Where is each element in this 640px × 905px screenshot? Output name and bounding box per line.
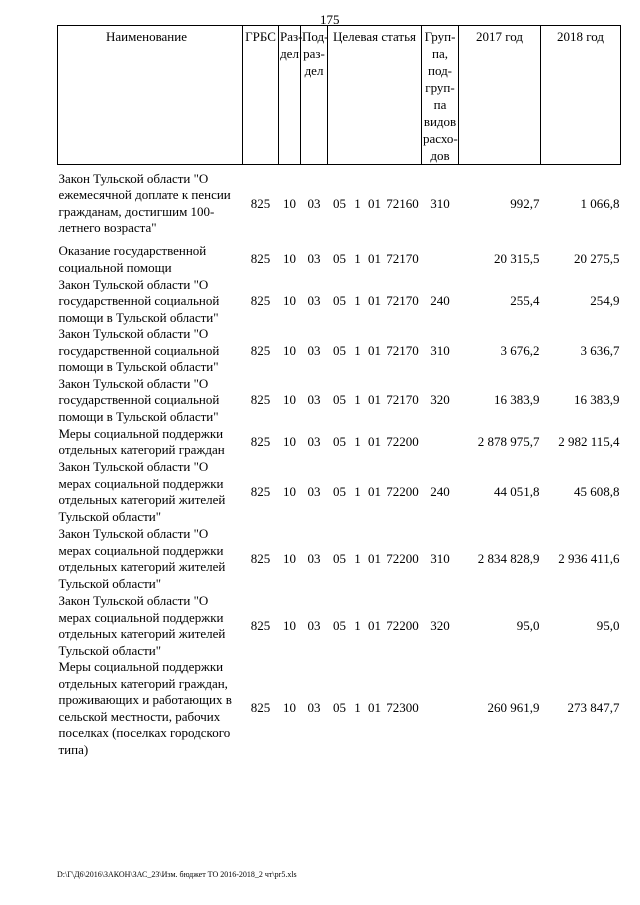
target-part-t1: 05 (333, 483, 346, 499)
row-2018: 3 636,7 (580, 342, 620, 358)
target-part-t1: 05 (333, 700, 346, 716)
row-name: Закон Тульской области "О мерах социальной поддержки отдельных категорий жителей Тульской области" (58, 459, 226, 524)
row-razdel: 10 (283, 392, 296, 407)
row-target-article (328, 243, 422, 277)
row-group: 240 (430, 293, 450, 308)
row-2018: 45 608,8 (574, 483, 620, 499)
row-razdel: 10 (283, 483, 296, 499)
target-part-t4: 72200 (386, 483, 419, 499)
row-grbs: 825 (250, 342, 271, 358)
row-2017: 95,0 (516, 617, 540, 633)
header-2017: 2017 год (459, 26, 541, 165)
row-grbs: 825 (250, 617, 271, 633)
row-razdel: 10 (283, 293, 296, 308)
table-row (58, 425, 621, 459)
row-target-article (328, 525, 422, 593)
row-group: 240 (430, 483, 450, 499)
target-part-t1: 05 (333, 433, 346, 449)
row-name: Закон Тульской области "О мерах социальной поддержки отдельных категорий жителей Тульской области" (58, 526, 226, 591)
row-target-article (328, 425, 422, 459)
target-part-t3: 01 (368, 195, 381, 211)
target-part-t2: 1 (354, 433, 361, 449)
target-part-t1: 05 (333, 293, 346, 308)
row-group: 310 (430, 195, 450, 211)
row-2017: 3 676,2 (500, 342, 540, 358)
row-name: Закон Тульской области "О государственной социальной помощи в Тульской области" (58, 375, 220, 424)
header-group: Груп- па, под- груп- па видов расхо- дов (422, 26, 459, 165)
row-target-article (328, 376, 422, 426)
row-2017: 20 315,5 (494, 251, 540, 267)
row-razdel: 10 (283, 195, 296, 211)
target-part-t4: 72170 (386, 392, 419, 407)
row-razdel: 10 (283, 700, 296, 716)
row-name: Закон Тульской области "О государственной социальной помощи в Тульской области" (58, 326, 220, 374)
target-part-t2: 1 (354, 342, 361, 358)
page-number: 175 (320, 12, 340, 27)
row-group: 320 (430, 392, 450, 407)
row-name: Оказание государственной социальной помощи (58, 243, 207, 275)
row-grbs: 825 (250, 251, 271, 267)
row-2018: 1 066,8 (580, 195, 620, 211)
row-razdel: 10 (283, 342, 296, 358)
row-2017: 255,4 (510, 293, 540, 308)
target-part-t1: 05 (333, 550, 346, 566)
row-target-article (328, 459, 422, 525)
row-grbs: 825 (250, 293, 271, 308)
target-part-t2: 1 (354, 483, 361, 499)
row-grbs: 825 (250, 700, 271, 716)
table-row (58, 525, 621, 593)
row-2017: 16 383,9 (494, 392, 540, 407)
row-name: Меры социальной поддержки отдельных категорий граждан, проживающих и работающих в сельской местности, рабочих поселках (поселках городского типа) (58, 659, 232, 757)
row-2018: 2 936 411,6 (558, 550, 620, 566)
target-part-t2: 1 (354, 617, 361, 633)
target-part-t3: 01 (368, 483, 381, 499)
row-2017: 2 878 975,7 (477, 433, 540, 449)
target-part-t1: 05 (333, 342, 346, 358)
target-part-t4: 72200 (386, 433, 419, 449)
row-podrazdel: 03 (307, 342, 321, 358)
target-part-t4: 72170 (386, 293, 419, 308)
row-2018: 254,9 (590, 293, 620, 308)
target-part-t1: 05 (333, 195, 346, 211)
target-part-t1: 05 (333, 617, 346, 633)
header-name: Наименование (58, 26, 243, 165)
row-podrazdel: 03 (307, 700, 321, 716)
row-name: Меры социальной поддержки отдельных категорий граждан (58, 425, 225, 457)
budget-table (57, 25, 621, 758)
row-podrazdel: 03 (307, 617, 321, 633)
target-part-t3: 01 (368, 433, 381, 449)
header-target: Целевая статья (328, 26, 422, 165)
target-part-t3: 01 (368, 700, 381, 716)
target-part-t1: 05 (333, 251, 346, 267)
file-path-footer: D:\Г\Д6\2016\ЗАКОН\ЗАС_23\Изм. бюджет ТО 2016-2018_2 чт\pr5.xls (57, 870, 297, 879)
row-grbs: 825 (250, 392, 271, 407)
row-2017: 44 051,8 (494, 483, 540, 499)
table-header-row (58, 26, 621, 165)
table-row (58, 326, 621, 376)
target-part-t4: 72200 (386, 617, 419, 633)
table-body (58, 165, 621, 759)
target-part-t4: 72170 (386, 342, 419, 358)
row-name: Закон Тульской области "О ежемесячной доплате к пенсии гражданам, достигшим 100-летнего возраста" (58, 170, 231, 236)
row-target-article (328, 277, 422, 327)
header-grbs: ГРБС (243, 26, 279, 165)
target-part-t3: 01 (368, 550, 381, 566)
row-group: 310 (430, 342, 450, 358)
row-2017: 260 961,9 (487, 700, 540, 716)
row-target-article (328, 593, 422, 659)
table-row (58, 593, 621, 659)
row-podrazdel: 03 (307, 483, 321, 499)
target-part-t4: 72160 (386, 195, 419, 211)
row-target-article (328, 659, 422, 758)
row-razdel: 10 (283, 617, 296, 633)
row-podrazdel: 03 (307, 195, 321, 211)
row-podrazdel: 03 (307, 293, 321, 308)
row-podrazdel: 03 (307, 392, 321, 407)
target-part-t4: 72170 (386, 251, 419, 267)
table-row (58, 659, 621, 758)
row-2018: 273 847,7 (567, 700, 620, 716)
row-grbs: 825 (250, 195, 271, 211)
target-part-t3: 01 (368, 342, 381, 358)
row-target-article (328, 326, 422, 376)
row-grbs: 825 (250, 433, 271, 449)
row-name: Закон Тульской области "О государственной социальной помощи в Тульской области" (58, 276, 220, 325)
table-row (58, 243, 621, 277)
target-part-t4: 72200 (386, 550, 419, 566)
row-2018: 16 383,9 (574, 392, 620, 407)
row-group: 310 (430, 550, 450, 566)
table-row (58, 376, 621, 426)
row-2018: 95,0 (596, 617, 620, 633)
target-part-t2: 1 (354, 251, 361, 267)
row-group (422, 243, 459, 277)
row-2018: 20 275,5 (574, 251, 620, 267)
target-part-t2: 1 (354, 700, 361, 716)
row-razdel: 10 (283, 251, 296, 267)
target-part-t2: 1 (354, 550, 361, 566)
target-part-t2: 1 (354, 293, 361, 308)
target-part-t4: 72300 (386, 700, 419, 716)
row-2017: 992,7 (510, 195, 540, 211)
target-part-t3: 01 (368, 251, 381, 267)
table-row (58, 165, 621, 243)
row-2018: 2 982 115,4 (558, 433, 620, 449)
target-part-t2: 1 (354, 195, 361, 211)
target-part-t3: 01 (368, 293, 381, 308)
target-part-t2: 1 (354, 392, 361, 407)
row-group (422, 659, 459, 758)
target-part-t3: 01 (368, 617, 381, 633)
row-grbs: 825 (250, 483, 271, 499)
header-podrazdel: Под- раз- дел (301, 26, 328, 165)
row-podrazdel: 03 (307, 550, 321, 566)
row-group: 320 (430, 617, 450, 633)
table-row (58, 459, 621, 525)
row-name: Закон Тульской области "О мерах социальной поддержки отдельных категорий жителей Тульской области" (58, 593, 226, 658)
target-part-t3: 01 (368, 392, 381, 407)
row-grbs: 825 (250, 550, 271, 566)
row-target-article (328, 165, 422, 243)
row-razdel: 10 (283, 433, 296, 449)
header-razdel: Раз- дел (279, 26, 301, 165)
row-group (422, 425, 459, 459)
row-podrazdel: 03 (307, 251, 321, 267)
row-razdel: 10 (283, 550, 296, 566)
row-2017: 2 834 828,9 (477, 550, 540, 566)
table-row (58, 277, 621, 327)
target-part-t1: 05 (333, 392, 346, 407)
header-2018: 2018 год (541, 26, 621, 165)
row-podrazdel: 03 (307, 433, 321, 449)
